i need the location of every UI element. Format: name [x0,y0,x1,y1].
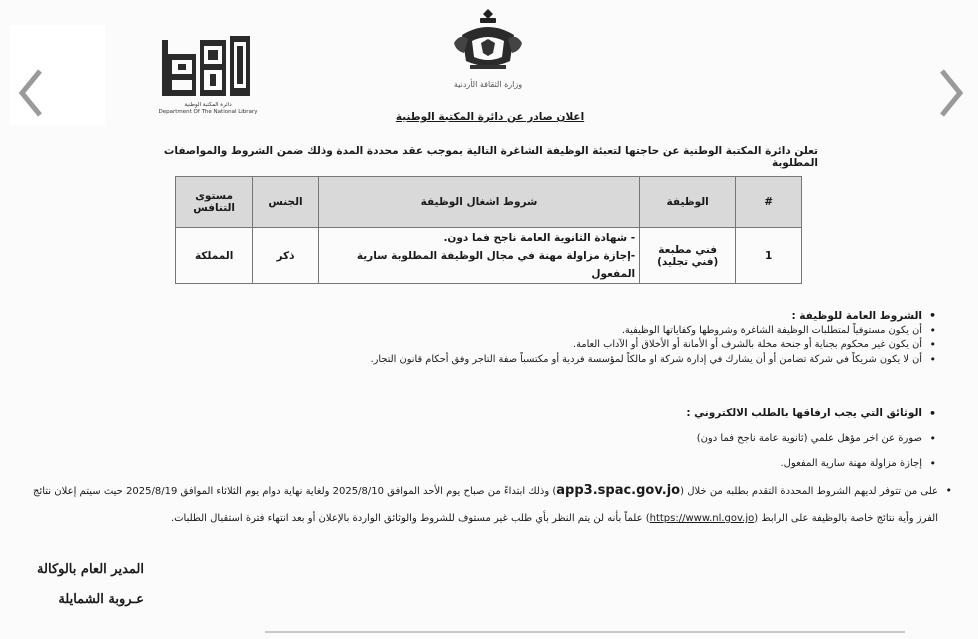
table-row [176,228,802,284]
application-portal-link[interactable]: app3.spac.gov.jo [556,483,681,498]
job-title-cell [640,228,736,284]
next-page-button[interactable] [930,58,972,128]
list-item: • صورة عن اخر مؤهل علمي (ثانوية عامة ناجح فما دون) [238,426,922,451]
ministry-line: وزارة الثقافة الأردنية [453,80,523,89]
general-conditions-heading: • الشروط العامة للوظيفة : [238,309,922,324]
library-website-link[interactable]: https://www.nl.gov.jo [649,513,755,524]
job-conditions-cell [318,228,639,284]
job-subtitle: (فني تجليد) [657,255,719,268]
row-number: 1 [736,228,802,284]
list-item: • إجازة مزاولة مهنة سارية المفعول. [238,451,922,476]
col-level-header: مستوى التنافس [176,177,253,228]
signatory-name: عـروبة الشمايلة [58,592,144,607]
application-instructions [33,477,952,532]
list-item: • أن يكون مستوفياً لمتطلبات الوظيفة الشاغرة وشروطها وكفاياتها الوظيفية. [238,324,922,339]
logo-caption-arabic: دائرة المكتبة الوطنية [184,102,232,108]
job-title: فني مطبعة [658,243,718,256]
general-conditions-section [238,309,938,367]
job-condition-line: -إجازة مزاولة مهنة في مجال الوظيفة المطلوبة سارية المفعول [356,249,636,280]
col-number-header: # [736,177,802,228]
apply-text-part1: على من تتوفر لديهم الشروط المحددة التقدم بطلبه من خلال ( [680,486,938,497]
col-job-header: الوظيفة [640,177,736,228]
competition-level-cell: المملكة [176,228,253,284]
logo-caption [158,102,258,116]
royal-emblem-icon [448,5,528,75]
intro-paragraph: تعلن دائرة المكتبة الوطنية عن حاجتها لتعبئة الوظيفة الشاغرة التالية بموجب عقد محددة المدة وذلك ضمن الشروط والمواصفات المطلوبة [163,145,818,169]
signature-block [37,555,144,615]
col-conditions-header: شروط اشغال الوظيفة [318,177,639,228]
apply-text-part2: ) وذلك ابتداءً من صباح يوم الأحد الموافق 2025/8/10 ولغاية نهاية دوام يوم الثلاثاء الموافق 2025/8/19 حيث سيتم إعلان نتائج الفرز وأية نتائج خاصة بالوظيفة على الرابط ( [33,486,938,524]
col-gender-header: الجنس [253,177,319,228]
documents-heading: • الوثائق التي يجب ارفاقها بالطلب الالكتروني : [238,401,922,426]
gender-cell: ذكر [253,228,319,284]
signatory-title: المدير العام بالوكالة [37,562,144,577]
vacancy-table [175,176,802,284]
chevron-right-icon [934,67,968,119]
job-condition-line: - شهادة الثانوية العامة ناجح فما دون. [443,231,636,244]
page-bottom-edge [265,631,905,633]
chevron-left-icon [14,67,48,119]
table-header-row [176,177,802,228]
list-item: • أن لا يكون شريكاً في شركة تضامن أو أن يشارك في إدارة شركة او مالكاً لمؤسسة فردية أو مكتسباً صفة التاجر وفق أحكام قانون التجار. [238,353,922,368]
list-item: • أن يكون غير محكوم بجناية أو جنحة مخلة بالشرف أو الأمانة أو الأخلاق أو الآداب العامة. [238,338,922,353]
required-documents-section [238,401,938,476]
previous-page-button[interactable] [10,58,52,128]
bullet-icon: • [945,484,952,497]
apply-text-part3: ) علماً بأنه لن يتم النظر بأي طلب غير مستوف للشروط والوثائق الواردة بالإعلان أو بعد انتهاء فترة استقبال الطلبات. [170,513,650,524]
logo-caption-english: Department Of The National Library [158,109,258,115]
announcement-title: اعلان صادر عن دائرة المكتبة الوطنية [395,111,585,123]
